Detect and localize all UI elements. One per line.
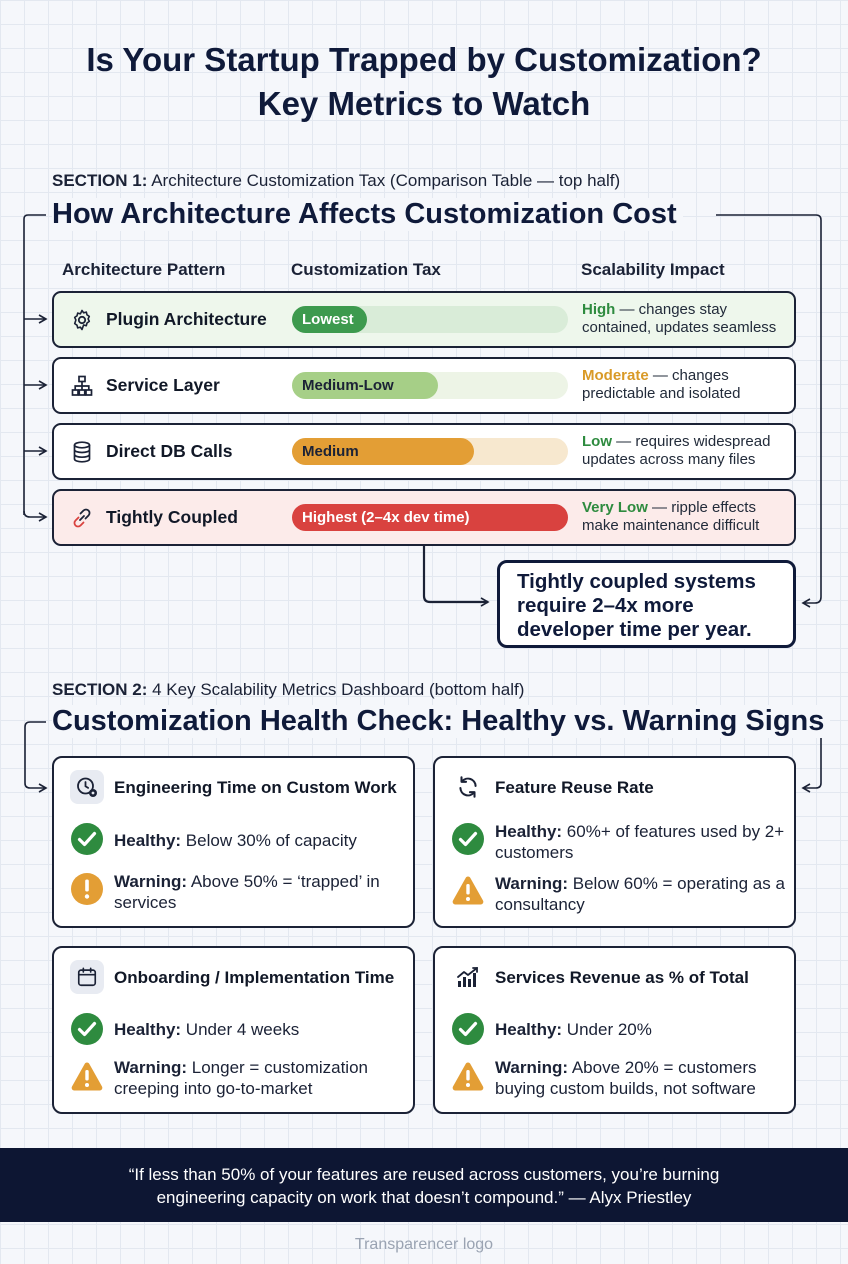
healthy-label: Healthy:: [495, 822, 563, 841]
exclamation-circle-icon: [70, 872, 104, 906]
healthy-value: Below 30% of capacity: [181, 831, 357, 850]
warning-text: [114, 1057, 410, 1099]
metric-card-feature-reuse: [433, 756, 796, 928]
row-name: Service Layer: [106, 375, 220, 395]
healthy-value: Under 20%: [562, 1020, 652, 1039]
row-name: Plugin Architecture: [106, 309, 267, 329]
impact-description: — changes stay contained, updates seamless: [582, 301, 777, 336]
warning-value: Longer = customization creeping into go-to-market: [114, 1058, 368, 1098]
healthy-label: Healthy:: [114, 831, 182, 850]
impact-text: [582, 367, 792, 403]
hierarchy-icon: [70, 374, 94, 398]
warning-triangle-icon: [451, 874, 485, 908]
warning-label: Warning:: [495, 874, 569, 893]
impact-level: Moderate: [582, 367, 649, 384]
row-name: Direct DB Calls: [106, 441, 233, 461]
tax-bar-fill: Lowest: [292, 306, 367, 333]
quote-line-2: engineering capacity on work that doesn’t compound.” — Alyx Priestley: [156, 1188, 692, 1207]
impact-text: [582, 301, 792, 337]
healthy-value: 60%+ of features used by 2+ customers: [495, 822, 785, 862]
section-1-label: [52, 171, 620, 191]
check-circle-icon: [451, 822, 485, 856]
section-2-heading: Customization Health Check: Healthy vs. Warning Signs: [52, 705, 830, 738]
impact-text: [582, 499, 792, 535]
warning-value: Below 60% = operating as a consultancy: [495, 874, 785, 914]
warning-text: [495, 1057, 791, 1099]
healthy-label: Healthy:: [495, 1020, 563, 1039]
quote-line-1: “If less than 50% of your features are reused across customers, you’re burning: [128, 1165, 720, 1184]
tax-bar-fill: Medium: [292, 438, 474, 465]
title-line-1: Is Your Startup Trapped by Customization?: [86, 41, 762, 78]
column-header-impact: Scalability Impact: [581, 260, 725, 279]
impact-text: [582, 433, 792, 469]
healthy-text: [495, 1019, 791, 1040]
card-title: Services Revenue as % of Total: [495, 968, 749, 987]
section-2-label: [52, 680, 524, 700]
warning-value: Above 50% = ‘trapped’ in services: [114, 872, 380, 912]
clock-gear-icon: [70, 770, 104, 804]
quote-banner: [0, 1148, 848, 1222]
brand-logo: Transparencer logo: [354, 1236, 494, 1253]
refresh-icon: [451, 770, 485, 804]
check-circle-icon: [70, 822, 104, 856]
tax-bar-track: [292, 504, 568, 531]
table-row-service-layer: [52, 357, 796, 414]
tax-bar-fill: Medium-Low: [292, 372, 438, 399]
impact-level: Very Low: [582, 499, 648, 516]
tax-bar-track: [292, 306, 568, 333]
table-row-direct-db-calls: [52, 423, 796, 480]
warning-text: [495, 873, 791, 915]
table-row-tightly-coupled: [52, 489, 796, 546]
gear-icon: [70, 308, 94, 332]
warning-triangle-icon: [451, 1060, 485, 1094]
database-icon: [70, 440, 94, 464]
warning-text: [114, 871, 410, 913]
impact-description: — ripple effects make maintenance difficult: [582, 499, 760, 534]
section-1-label-bold: SECTION 1:: [52, 171, 148, 190]
metric-card-engineering-time: [52, 756, 415, 928]
impact-level: High: [582, 301, 616, 318]
title-line-2: Key Metrics to Watch: [257, 85, 591, 122]
tax-bar-track: [292, 438, 568, 465]
warning-label: Warning:: [114, 872, 188, 891]
tax-bar-track: [292, 372, 568, 399]
card-title: Feature Reuse Rate: [495, 778, 654, 797]
check-circle-icon: [70, 1012, 104, 1046]
warning-label: Warning:: [495, 1058, 569, 1077]
section-1-label-text: Architecture Customization Tax (Comparison Table — top half): [147, 171, 621, 190]
column-header-tax: Customization Tax: [291, 260, 441, 279]
page-title: [0, 38, 848, 126]
table-row-plugin-architecture: [52, 291, 796, 348]
healthy-text: [114, 1019, 410, 1040]
check-circle-icon: [451, 1012, 485, 1046]
section-2-label-bold: SECTION 2:: [52, 680, 148, 699]
impact-description: — requires widespread updates across many files: [582, 433, 771, 468]
column-header-pattern: Architecture Pattern: [62, 260, 226, 279]
tax-bar-fill: Highest (2–4x dev time): [292, 504, 568, 531]
card-title: Engineering Time on Custom Work: [114, 778, 397, 797]
warning-label: Warning:: [114, 1058, 188, 1077]
metric-card-onboarding-time: [52, 946, 415, 1114]
card-title: Onboarding / Implementation Time: [114, 968, 395, 987]
metric-card-services-revenue: [433, 946, 796, 1114]
link-icon: [70, 506, 94, 530]
healthy-value: Under 4 weeks: [181, 1020, 300, 1039]
section-2-label-text: 4 Key Scalability Metrics Dashboard (bottom half): [147, 680, 525, 699]
healthy-text: [495, 821, 791, 863]
impact-level: Low: [582, 433, 612, 450]
chart-icon: [451, 960, 485, 994]
impact-description: — changes predictable and isolated: [582, 367, 741, 402]
warning-triangle-icon: [70, 1060, 104, 1094]
callout-box: Tightly coupled systems require 2–4x more developer time per year.: [497, 560, 796, 648]
warning-value: Above 20% = customers buying custom builds, not software: [495, 1058, 757, 1098]
row-name: Tightly Coupled: [106, 507, 238, 527]
healthy-text: [114, 830, 410, 851]
healthy-label: Healthy:: [114, 1020, 182, 1039]
calendar-icon: [70, 960, 104, 994]
section-1-heading: How Architecture Affects Customization Cost: [52, 198, 683, 231]
